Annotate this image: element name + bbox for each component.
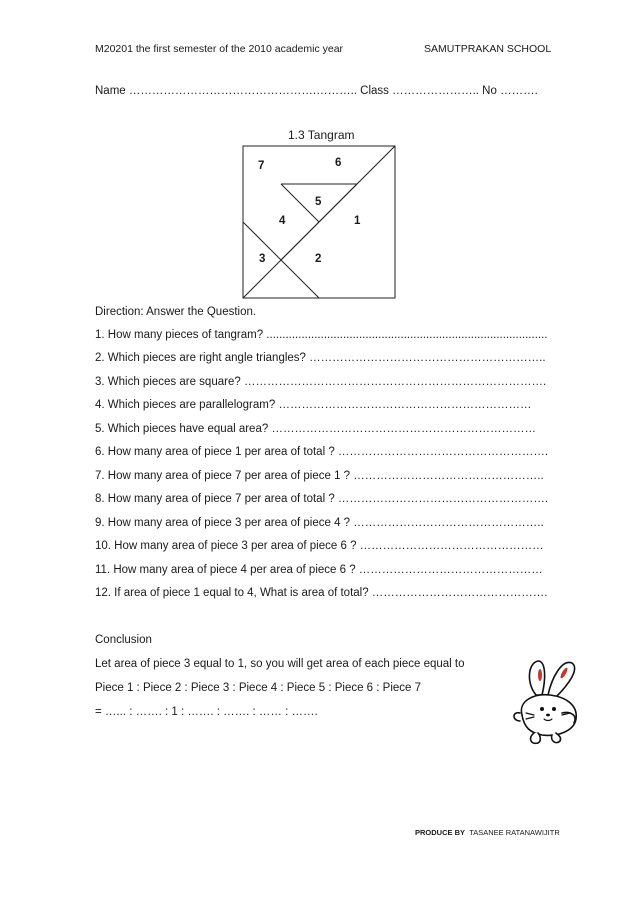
direction-line [95,306,256,318]
question-1: 1. How many pieces of tangram? ........................................................................................ [95,329,548,341]
piece-label-2: 2 [315,253,322,265]
tangram-inner-diagonal [281,184,322,222]
conclusion-line-1: Let area of piece 3 equal to 1, so you will get area of each piece equal to [95,658,465,670]
piece-label-6: 6 [335,157,342,169]
question-6: 6. How many area of piece 1 per area of total ? ………………………………………………. [95,446,549,458]
question-10: 10. How many area of piece 3 per area of piece 6 ? ………………………………………… [95,540,544,552]
footer-credit [415,828,560,837]
piece-label-4: 4 [279,215,286,227]
conclusion-line-3: = …... : ……. : 1 : ……. : ……. : …… : ……. [95,706,318,718]
piece-label-5: 5 [315,196,322,208]
direction-text: Answer the Question. [146,306,257,318]
header-left: M20201 the first semester of the 2010 academic year [95,43,344,55]
question-9: 9. How many area of piece 3 per area of piece 4 ? ………………………………………….. [95,517,544,529]
tangram-square-bottom-edge [281,222,319,260]
piece-label-7: 7 [258,160,265,172]
question-12: 12. If area of piece 1 equal to 4, What is area of total? ………………………………………. [95,587,548,599]
conclusion-line-2: Piece 1 : Piece 2 : Piece 3 : Piece 4 : Piece 5 : Piece 6 : Piece 7 [95,682,422,694]
footer-author: TASANEE RATANAWIJITR [469,828,560,837]
header-right: SAMUTPRAKAN SCHOOL [424,43,552,55]
footer-label: PRODUCE BY [415,828,466,837]
rabbit-cartoon-icon [508,655,586,747]
question-2: 2. Which pieces are right angle triangles? …………………………………………………….. [95,352,546,364]
question-4: 4. Which pieces are parallelogram? ………………………………………………………… [95,399,532,411]
question-3: 3. Which pieces are square? ……………………………………………………………………. [95,376,547,388]
piece-label-3: 3 [259,253,266,265]
tangram-square-edge [319,184,357,222]
direction-label: Direction: [95,306,144,318]
piece-label-1: 1 [354,215,361,227]
name-class-no-line: Name ………………………………………….……….. Class ………………….. No ………. [95,85,538,97]
question-7: 7. How many area of piece 7 per area of piece 1 ? ………………………………………….. [95,470,544,482]
conclusion-title: Conclusion [95,634,152,646]
question-5: 5. Which pieces have equal area? …………………………………………………………… [95,423,536,435]
question-11: 11. How many area of piece 4 per area of piece 6 ? ………………………………………… [95,564,543,576]
tangram-title: 1.3 Tangram [288,128,355,142]
question-8: 8. How many area of piece 7 per area of total ? ………………………………………………. [95,493,549,505]
